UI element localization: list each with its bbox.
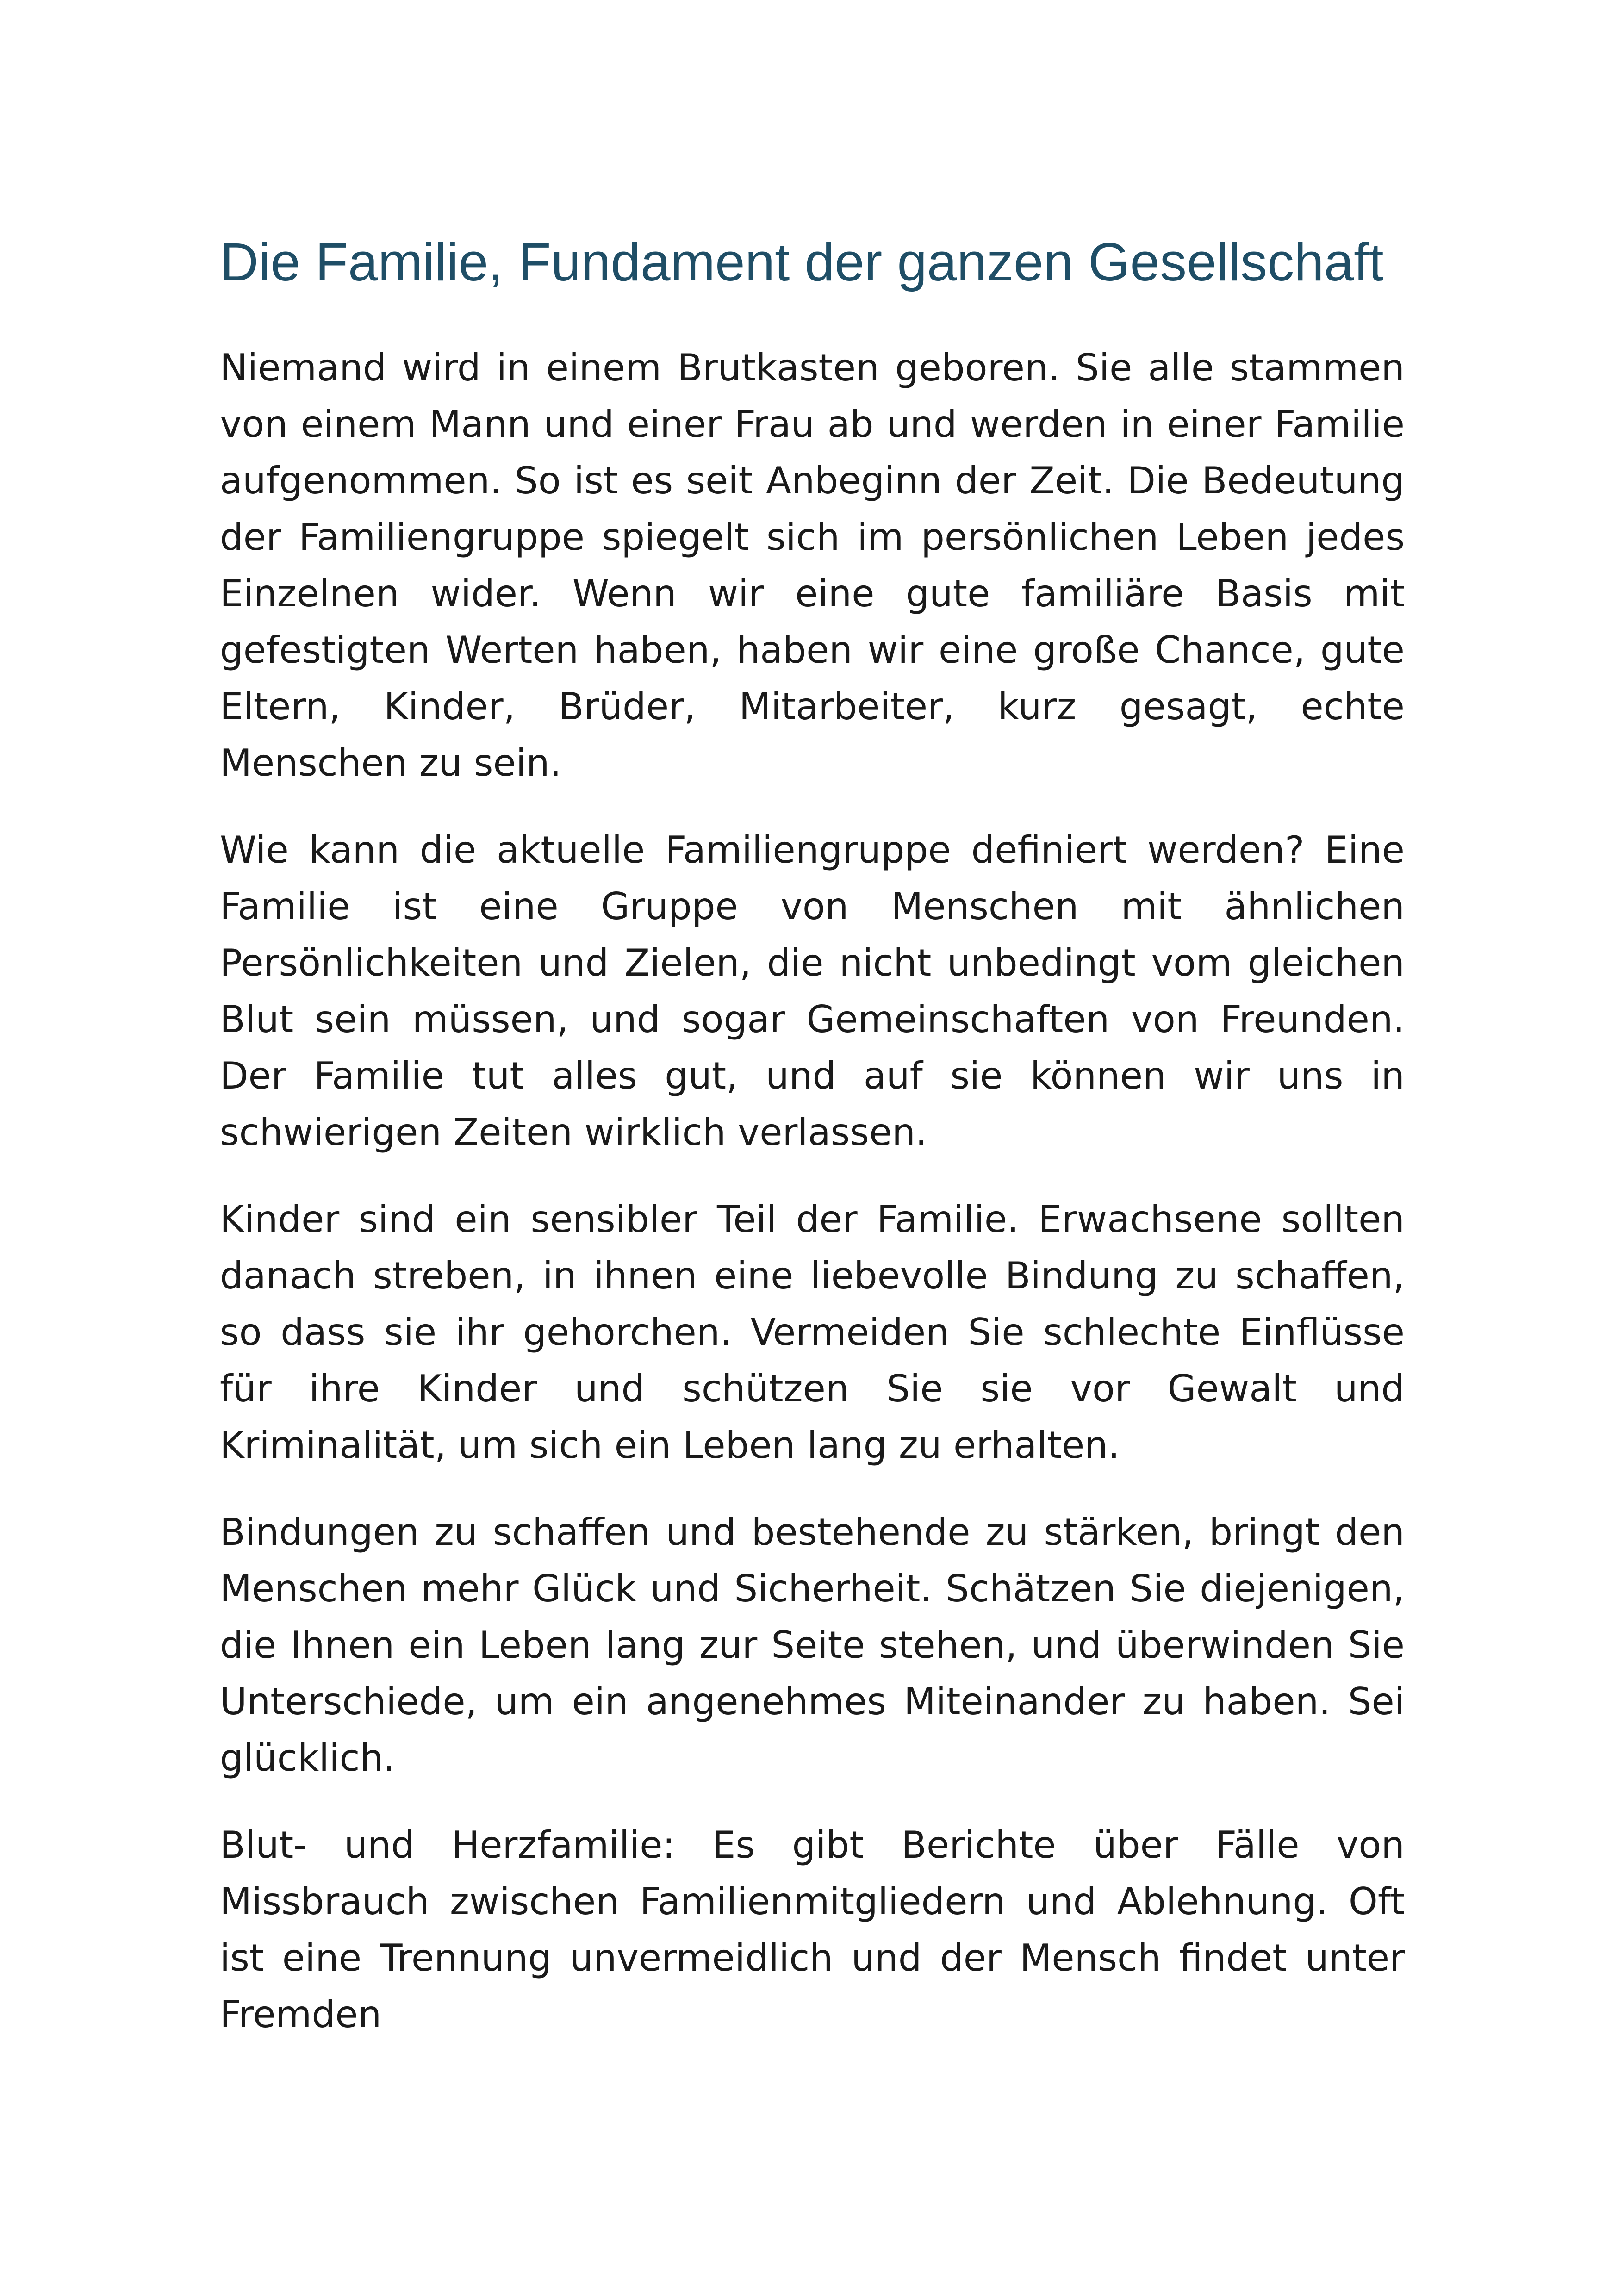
paragraph-1: Niemand wird in einem Brutkasten geboren. Sie alle stammen von einem Mann und einer Frau ab und werden in einer Familie aufgenommen. So ist es seit Anbeginn der Zeit. Die Bedeutung der Familiengruppe spiegelt sich im persönlichen Leben jedes Einzelnen wider. Wenn wir eine gute familiäre Basis mit gefestigten Werten haben, haben wir eine große Chance, gute Eltern, Kinder, Brüder, Mitarbeiter, kurz gesagt, echte Menschen zu sein. <box>220 346 1405 784</box>
paragraph-4: Bindungen zu schaffen und bestehende zu stärken, bringt den Menschen mehr Glück und Sicherheit. Schätzen Sie diejenigen, die Ihnen ein Leben lang zur Seite stehen, und überwinden Sie Unterschiede, um ein angenehmes Miteinander zu haben. Sei glücklich. <box>220 1511 1405 1780</box>
document-body <box>220 218 1405 2043</box>
document-title: Die Familie, Fundament der ganzen Gesellschaft <box>220 232 1384 292</box>
paragraph-5: Blut- und Herzfamilie: Es gibt Berichte über Fälle von Missbrauch zwischen Familienmitgliedern und Ablehnung. Oft ist eine Trennung unvermeidlich und der Mensch findet unter Fremden <box>220 1823 1405 2036</box>
paragraph-2: Wie kann die aktuelle Familiengruppe definiert werden? Eine Familie ist eine Gruppe von Menschen mit ähnlichen Persönlichkeiten und Zielen, die nicht unbedingt vom gleichen Blut sein müssen, und sogar Gemeinschaften von Freunden. Der Familie tut alles gut, und auf sie können wir uns in schwierigen Zeiten wirklich verlassen. <box>220 828 1405 1154</box>
paragraph-3: Kinder sind ein sensibler Teil der Familie. Erwachsene sollten danach streben, in ihnen eine liebevolle Bindung zu schaffen, so dass sie ihr gehorchen. Vermeiden Sie schlechte Einflüsse für ihre Kinder und schützen Sie sie vor Gewalt und Kriminalität, um sich ein Leben lang zu erhalten. <box>220 1198 1405 1467</box>
